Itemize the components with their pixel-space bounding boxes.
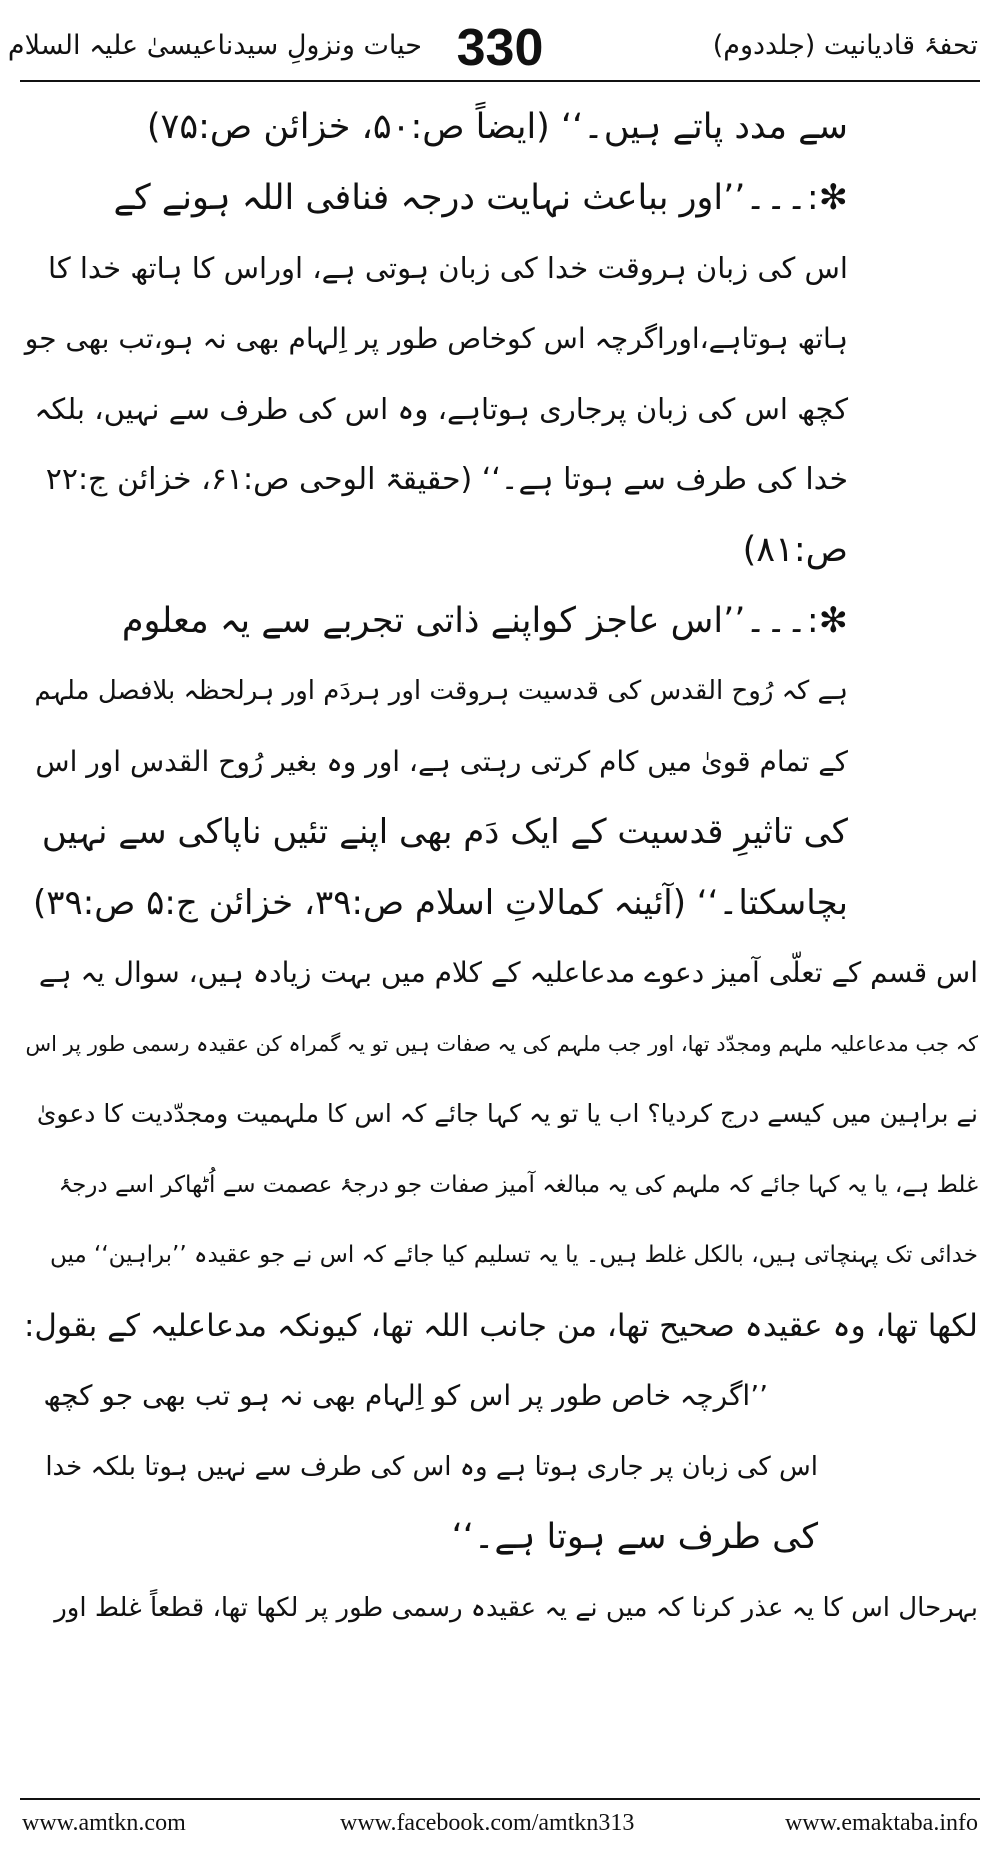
text-line: بہرحال اس کا یہ عذر کرنا کہ میں نے یہ عقیدہ رسمی طور پر لکھا تھا، قطعاً غلط اور xyxy=(54,1592,978,1623)
page-number: 330 xyxy=(456,19,544,77)
text-line: ✻:۔۔۔’’اور بباعث نہایت درجہ فنافی اللہ ہونے کے xyxy=(113,177,848,218)
footer-link-emaktaba[interactable]: www.emaktaba.info xyxy=(784,1810,978,1836)
quote-line: کی طرف سے ہوتا ہے۔‘‘ xyxy=(451,1517,818,1557)
text-line: لکھا تھا، وہ عقیدہ صحیح تھا، من جانب اللہ تھا، کیونکہ مدعاعلیہ کے بقول: xyxy=(23,1307,978,1344)
text-line: ہے کہ رُوح القدس کی قدسیت ہروقت اور ہردَم اور ہرلحظہ بلافصل ملہم xyxy=(34,676,848,706)
page-footer xyxy=(0,1806,1000,1846)
header-rule xyxy=(20,80,980,82)
footer-rule xyxy=(20,1798,980,1800)
text-line: کے تمام قویٰ میں کام کرتی رہتی ہے، اور وہ بغیر رُوح القدس اور اس xyxy=(35,744,848,778)
book-title: تحفۂ قادیانیت (جلددوم) xyxy=(712,30,978,61)
text-line: بچاسکتا۔‘‘ (آئینہ کمالاتِ اسلام ص:۳۹، خزائن ج:۵ ص:۳۹) xyxy=(32,882,848,923)
footer-link-amtkn[interactable]: www.amtkn.com xyxy=(22,1810,186,1836)
text-line: غلط ہے، یا یہ کہا جائے کہ ملہم کی یہ مبالغہ آمیز صفات جو درجۂ عصمت سے اُٹھاکر اسے درجۂ xyxy=(58,1171,978,1198)
page-header xyxy=(0,0,1000,80)
page-body xyxy=(22,92,978,1643)
text-line: خدا کی طرف سے ہوتا ہے۔‘‘ (حقیقۃ الوحی ص:۶۱، خزائن ج:۲۲ xyxy=(45,461,848,497)
text-line: خدائی تک پہنچاتی ہیں، بالکل غلط ہیں۔ یا یہ تسلیم کیا جائے کہ اس نے جو عقیدہ ’’براہین‘‘ میں xyxy=(49,1242,978,1268)
text-line: سے مدد پاتے ہیں۔‘‘ (ایضاً ص:۵۰، خزائن ص:۷۵) xyxy=(146,107,848,147)
text-line: اس قسم کے تعلّی آمیز دعوے مدعاعلیہ کے کلام میں بہت زیادہ ہیں، سوال یہ ہے xyxy=(38,956,978,989)
text-line: نے براہین میں کیسے درج کردیا؟ اب یا تو یہ کہا جائے کہ اس کا ملہمیت ومجدّدیت کا دعویٰ xyxy=(36,1099,978,1128)
text-line: ✻:۔۔۔’’اس عاجز کواپنے ذاتی تجربے سے یہ معلوم xyxy=(121,600,848,641)
text-line: اس کی زبان ہروقت خدا کی زبان ہوتی ہے، اوراس کا ہاتھ خدا کا xyxy=(47,251,848,285)
text-line: ہاتھ ہوتاہے،اوراگرچہ اس کوخاص طور پر اِلہام بھی نہ ہو،تب بھی جو xyxy=(24,321,848,355)
text-line: کچھ اس کی زبان پرجاری ہوتاہے، وہ اس کی طرف سے نہیں، بلکہ xyxy=(34,392,848,426)
quote-line: اس کی زبان پر جاری ہوتا ہے وہ اس کی طرف سے نہیں ہوتا بلکہ خدا xyxy=(45,1451,818,1482)
quote-line: ’’اگرچہ خاص طور پر اس کو اِلہام بھی نہ ہو تب بھی جو کچھ xyxy=(43,1379,768,1412)
text-line: ص:۸۱) xyxy=(742,530,848,570)
text-line: کہ جب مدعاعلیہ ملہم ومجدّد تھا، اور جب ملہم کی یہ صفات ہیں تو یہ گمراہ کن عقیدہ رسمی طور پر اس xyxy=(25,1031,978,1056)
chapter-title: حیات ونزولِ سیدناعیسیٰ علیہ السلام xyxy=(7,30,422,61)
text-line: کی تاثیرِ قدسیت کے ایک دَم بھی اپنے تئیں ناپاکی سے نہیں xyxy=(41,812,848,852)
footer-link-facebook[interactable]: www.facebook.com/amtkn313 xyxy=(340,1810,635,1836)
